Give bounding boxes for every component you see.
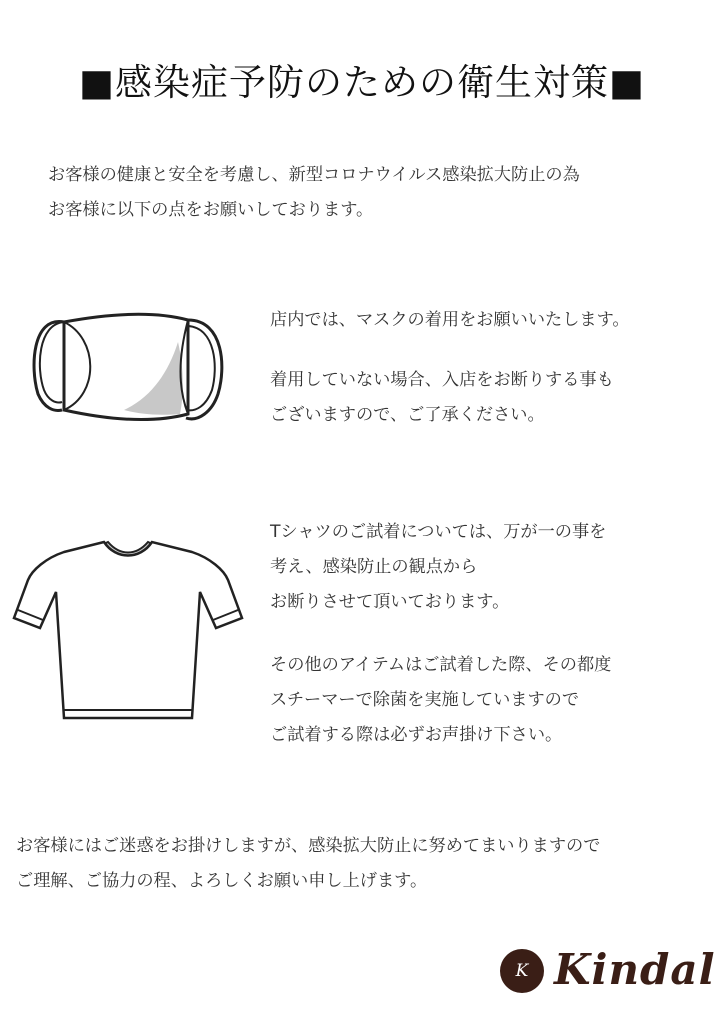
intro-line: お客様の健康と安全を考慮し、新型コロナウイルス感染拡大防止の為 (48, 165, 580, 185)
intro-line: お客様に以下の点をお願いしております。 (48, 200, 374, 220)
other-items-line: スチーマーで除菌を実施していますので (270, 690, 580, 710)
brand-mark-icon: K (500, 949, 544, 993)
brand-wordmark: Kindal (554, 945, 716, 994)
other-items-line: その他のアイテムはご試着した際、その都度 (270, 655, 612, 675)
tshirt-fitting-line: お断りさせて頂いております。 (270, 592, 510, 612)
tshirt-fitting-line: Tシャツのご試着については、万が一の事を (270, 522, 607, 542)
mask-request-line: 店内では、マスクの着用をお願いいたします。 (270, 310, 630, 330)
other-items-line: ご試着する際は必ずお声掛け下さい。 (270, 725, 563, 745)
mask-note-line: 着用していない場合、入店をお断りする事も (270, 370, 614, 390)
page-title: ■感染症予防のための衛生対策■ (79, 61, 645, 104)
closing-line: お客様にはご迷惑をお掛けしますが、感染拡大防止に努めてまいりますので (16, 836, 601, 856)
other-items-notice (270, 648, 710, 753)
mask-request (270, 303, 710, 338)
closing-text (16, 829, 716, 899)
mask-note (270, 363, 710, 433)
brand-logo (496, 945, 716, 998)
closing-line: ご理解、ご協力の程、よろしくお願い申し上げます。 (16, 871, 428, 891)
tshirt-fitting-line: 考え、感染防止の観点から (270, 557, 478, 577)
intro-text (48, 158, 708, 228)
mask-note-line: ございますので、ご了承ください。 (270, 405, 545, 425)
face-mask-icon (28, 298, 228, 430)
t-shirt-icon (10, 532, 246, 728)
tshirt-fitting-notice (270, 515, 710, 620)
